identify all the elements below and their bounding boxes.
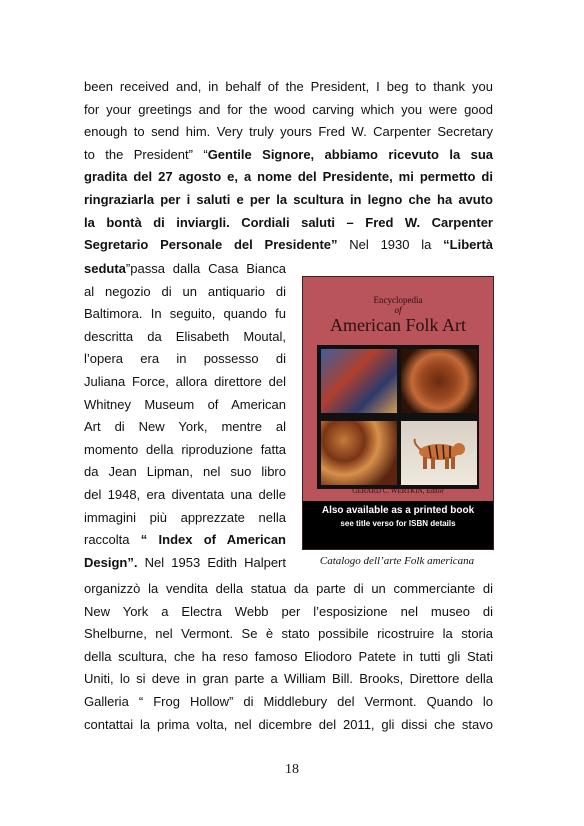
cover-title: American Folk Art [330,315,466,335]
text-line: descritta da Elisabeth Moutal, [84,328,286,344]
paragraph-bottom [84,578,493,736]
text-line [84,212,493,235]
paragraph-wrapped [84,258,286,574]
cover-photo-painting [321,349,397,413]
cover-photo-quilt [321,421,397,485]
text-line: New York a Electra Webb per l’esposizione nel museo di [84,603,493,619]
text-line: contattai la prima volta, nel dicembre del 2011, gli dissi che stavo [84,716,493,732]
text-run: ”passa dalla Casa Bianca [125,261,286,276]
text-line [84,258,286,281]
text-line: l’opera era in possesso di [84,351,286,367]
text-line: Whitney Museum of American [84,396,286,412]
text-line: immagini più apprezzate nella [84,509,286,525]
paragraph-top [84,76,493,257]
bold-text: “Libertà [443,237,493,253]
cover-banner [303,501,493,549]
text-run: Nel 1953 Edith Halpert [137,554,286,570]
cover-photo-bowl [401,349,477,413]
book-cover-image [302,276,494,550]
cover-subtitle: Encyclopedia [373,295,423,305]
text-line: Galleria “ Frog Hollow” di Middlebury del Vermont. Quando lo [84,693,493,709]
text-line: Shelburne, nel Vermont. Se è stato possibile ricostruire la storia [84,626,493,642]
bold-text: Design”. [84,554,138,570]
bold-text: ringraziarla per i saluti e per la scultura in legno che ha avuto [84,191,493,207]
bold-text: “ Index of American [140,532,286,548]
text-line: enough to send him. Very truly yours Fred W. Carpenter Secretary [84,124,493,140]
text-line: al negozio di un antiquario di [84,283,286,299]
text-line [84,529,286,552]
banner-line: Also available as a printed book [321,505,475,516]
cover-subtitle-of: of [394,305,402,315]
text-line: del 1948, era diventata una delle [84,486,286,502]
text-line: Baltimora. In seguito, quando fu [84,306,286,322]
cover-editor: GERARD C. WERTKIN, Editor [352,487,444,495]
text-run: Nel 1930 la [337,237,444,253]
tiger-carving-icon [409,437,469,471]
text-line: da Jean Lipman, nel suo libro [84,464,286,480]
page-number: 18 [285,762,299,777]
figure-caption: Catalogo dell’arte Folk americana [319,555,475,567]
cover-photo-grid [317,345,479,489]
banner-line: see title verso for ISBN details [340,519,456,528]
text-line: been received and, in behalf of the President, I beg to thank you [84,79,493,94]
bold-text: gradita del 27 agosto e, a nome del Presidente, mi permetto di [84,169,493,185]
text-line: organizzò la vendita della statua da parte di un commerciante di [84,581,493,596]
bold-text: Segretario Personale del Presidente” [84,237,338,253]
text-line: Art di New York, mentre al [84,419,286,435]
text-line: della scultura, che ha reso famoso Eliodoro Patete in tutti gli Stati [84,648,493,664]
text-line: Uniti, lo si deve in gran parte a William Bill. Brooks, Direttore della [84,671,493,687]
text-run: raccolta [84,532,141,548]
text-run: to the President” “ [84,146,208,162]
text-line [84,144,493,167]
text-line [84,189,493,212]
bold-text: Gentile Signore, abbiamo ricevuto la sua [207,146,494,162]
bold-text: seduta [84,261,126,276]
text-line [84,166,493,189]
text-line: for your greetings and for the wood carving which you were good [84,101,493,117]
text-line: momento della riproduzione fatta [84,441,286,457]
text-line [84,552,286,575]
text-line [84,234,493,257]
bold-text: la bontà di inviargli. Cordiali saluti – Fred W. Carpenter [84,214,493,230]
text-line: Juliana Force, allora direttore del [84,373,286,389]
